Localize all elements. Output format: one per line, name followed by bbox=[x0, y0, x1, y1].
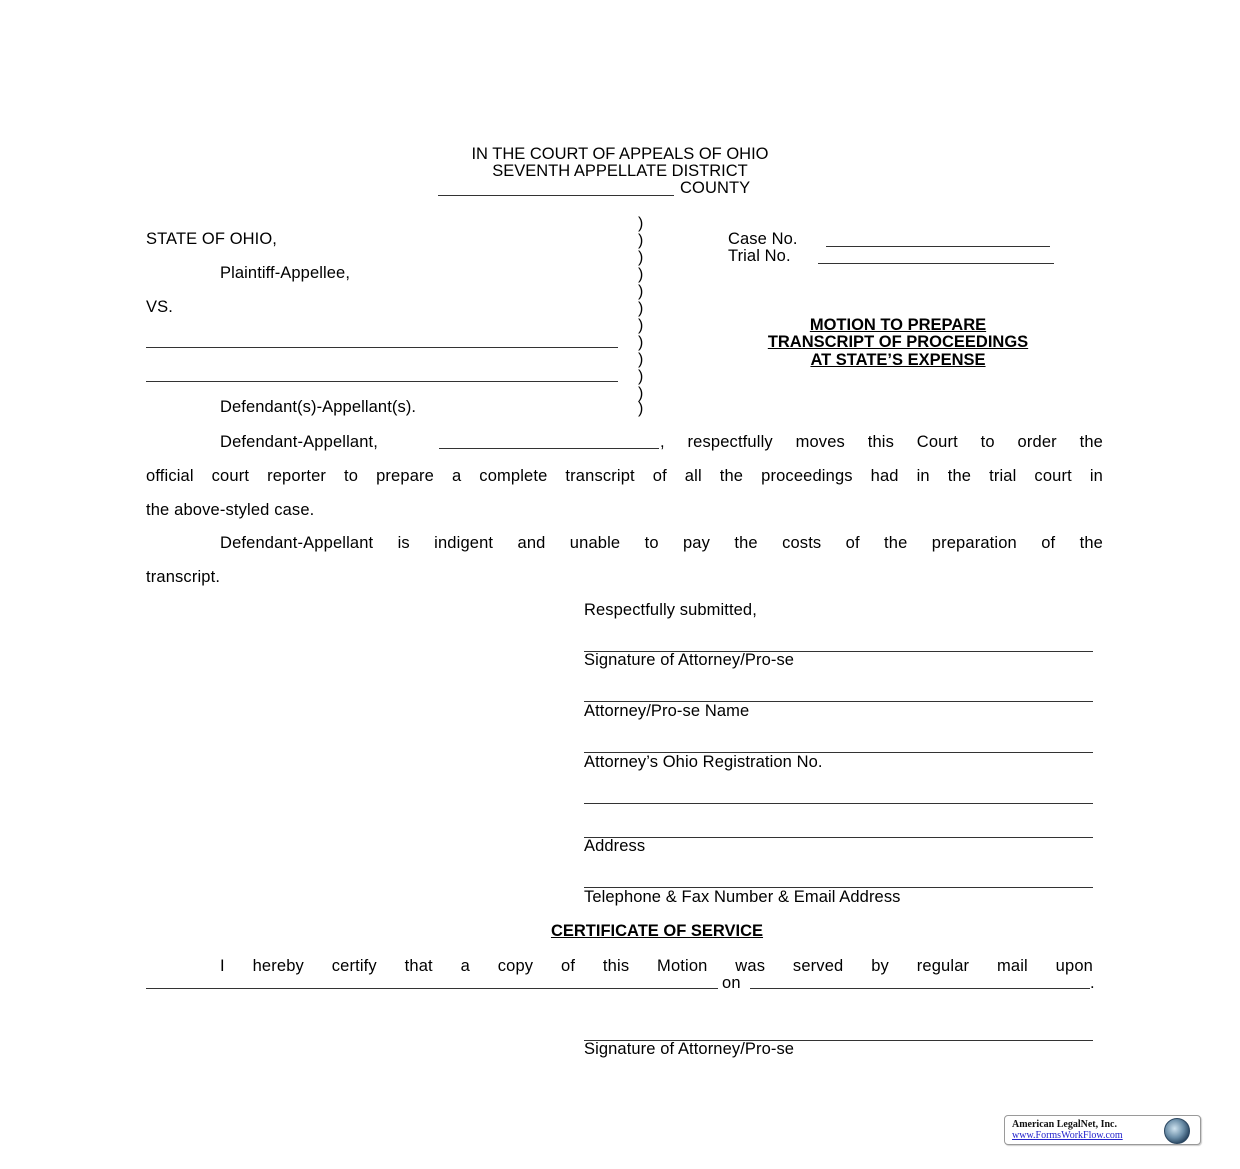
defendant-name-blank-1[interactable] bbox=[146, 347, 618, 348]
caption-paren: ) bbox=[638, 334, 644, 351]
closing-text: Respectfully submitted, bbox=[584, 601, 757, 619]
address-label: Address bbox=[584, 837, 646, 855]
certificate-title: CERTIFICATE OF SERVICE bbox=[550, 922, 764, 940]
contact-info-label: Telephone & Fax Number & Email Address bbox=[584, 888, 901, 906]
defendant-appellant-name-field[interactable] bbox=[439, 448, 659, 449]
company-name: American LegalNet, Inc. bbox=[1012, 1119, 1117, 1130]
caption-paren: ) bbox=[638, 368, 644, 385]
period: . bbox=[1090, 974, 1095, 992]
plaintiff-role: Plaintiff-Appellee, bbox=[220, 264, 351, 282]
address-line-2-field[interactable] bbox=[584, 837, 1093, 838]
caption-paren: ) bbox=[638, 215, 644, 232]
plaintiff-name: STATE OF OHIO, bbox=[146, 230, 277, 248]
para2-line2: transcript. bbox=[146, 568, 221, 586]
para1-end: , respectfully moves this Court to order the bbox=[660, 433, 1103, 451]
case-no-field[interactable] bbox=[826, 246, 1050, 247]
motion-title-line2: TRANSCRIPT OF PROCEEDINGS bbox=[767, 333, 1029, 351]
on-label: on bbox=[722, 974, 741, 992]
trial-no-label: Trial No. bbox=[728, 247, 791, 265]
attorney-name-label: Attorney/Pro-se Name bbox=[584, 702, 750, 720]
address-line-1-field[interactable] bbox=[584, 803, 1093, 804]
defendant-name-blank-2[interactable] bbox=[146, 381, 618, 382]
motion-title-line1: MOTION TO PREPARE bbox=[809, 316, 987, 334]
county-line bbox=[438, 180, 678, 197]
county-label: COUNTY bbox=[680, 179, 751, 197]
served-upon-field[interactable] bbox=[146, 988, 718, 989]
trial-no-field[interactable] bbox=[818, 263, 1054, 264]
county-blank[interactable] bbox=[438, 195, 674, 196]
certificate-line1: I hereby certify that a copy of this Motion was served by regular mail upon bbox=[220, 957, 1093, 975]
caption-paren: ) bbox=[638, 266, 644, 283]
company-url-link[interactable]: www.FormsWorkFlow.com bbox=[1012, 1130, 1123, 1141]
district-name: SEVENTH APPELLATE DISTRICT bbox=[492, 162, 748, 180]
defendant-role: Defendant(s)-Appellant(s). bbox=[220, 398, 417, 416]
globe-logo-icon bbox=[1164, 1118, 1190, 1144]
para2-line1: Defendant-Appellant is indigent and unable to pay the costs of the preparation of the bbox=[220, 534, 1103, 552]
caption-paren: ) bbox=[638, 283, 644, 300]
caption-paren: ) bbox=[638, 249, 644, 266]
para1-line2: official court reporter to prepare a complete transcript of all the proceedings had in the trial court in bbox=[146, 467, 1103, 485]
caption-paren: ) bbox=[638, 300, 644, 317]
motion-title-line3: AT STATE’S EXPENSE bbox=[810, 351, 986, 369]
certificate-signature-label: Signature of Attorney/Pro-se bbox=[584, 1040, 795, 1058]
signature-label: Signature of Attorney/Pro-se bbox=[584, 651, 795, 669]
registration-no-label: Attorney’s Ohio Registration No. bbox=[584, 753, 823, 771]
versus-label: VS. bbox=[146, 298, 173, 316]
caption-paren: ) bbox=[638, 232, 644, 249]
para1-line3: the above-styled case. bbox=[146, 501, 315, 519]
service-date-field[interactable] bbox=[750, 988, 1090, 989]
para1-start: Defendant-Appellant, bbox=[220, 433, 379, 451]
caption-paren: ) bbox=[638, 317, 644, 334]
caption-paren: ) bbox=[638, 385, 644, 402]
caption-paren: ) bbox=[638, 351, 644, 368]
caption-paren: ) bbox=[638, 400, 644, 417]
american-legalnet-badge[interactable] bbox=[1004, 1115, 1201, 1145]
case-no-label: Case No. bbox=[728, 230, 798, 248]
court-name: IN THE COURT OF APPEALS OF OHIO bbox=[471, 145, 769, 163]
